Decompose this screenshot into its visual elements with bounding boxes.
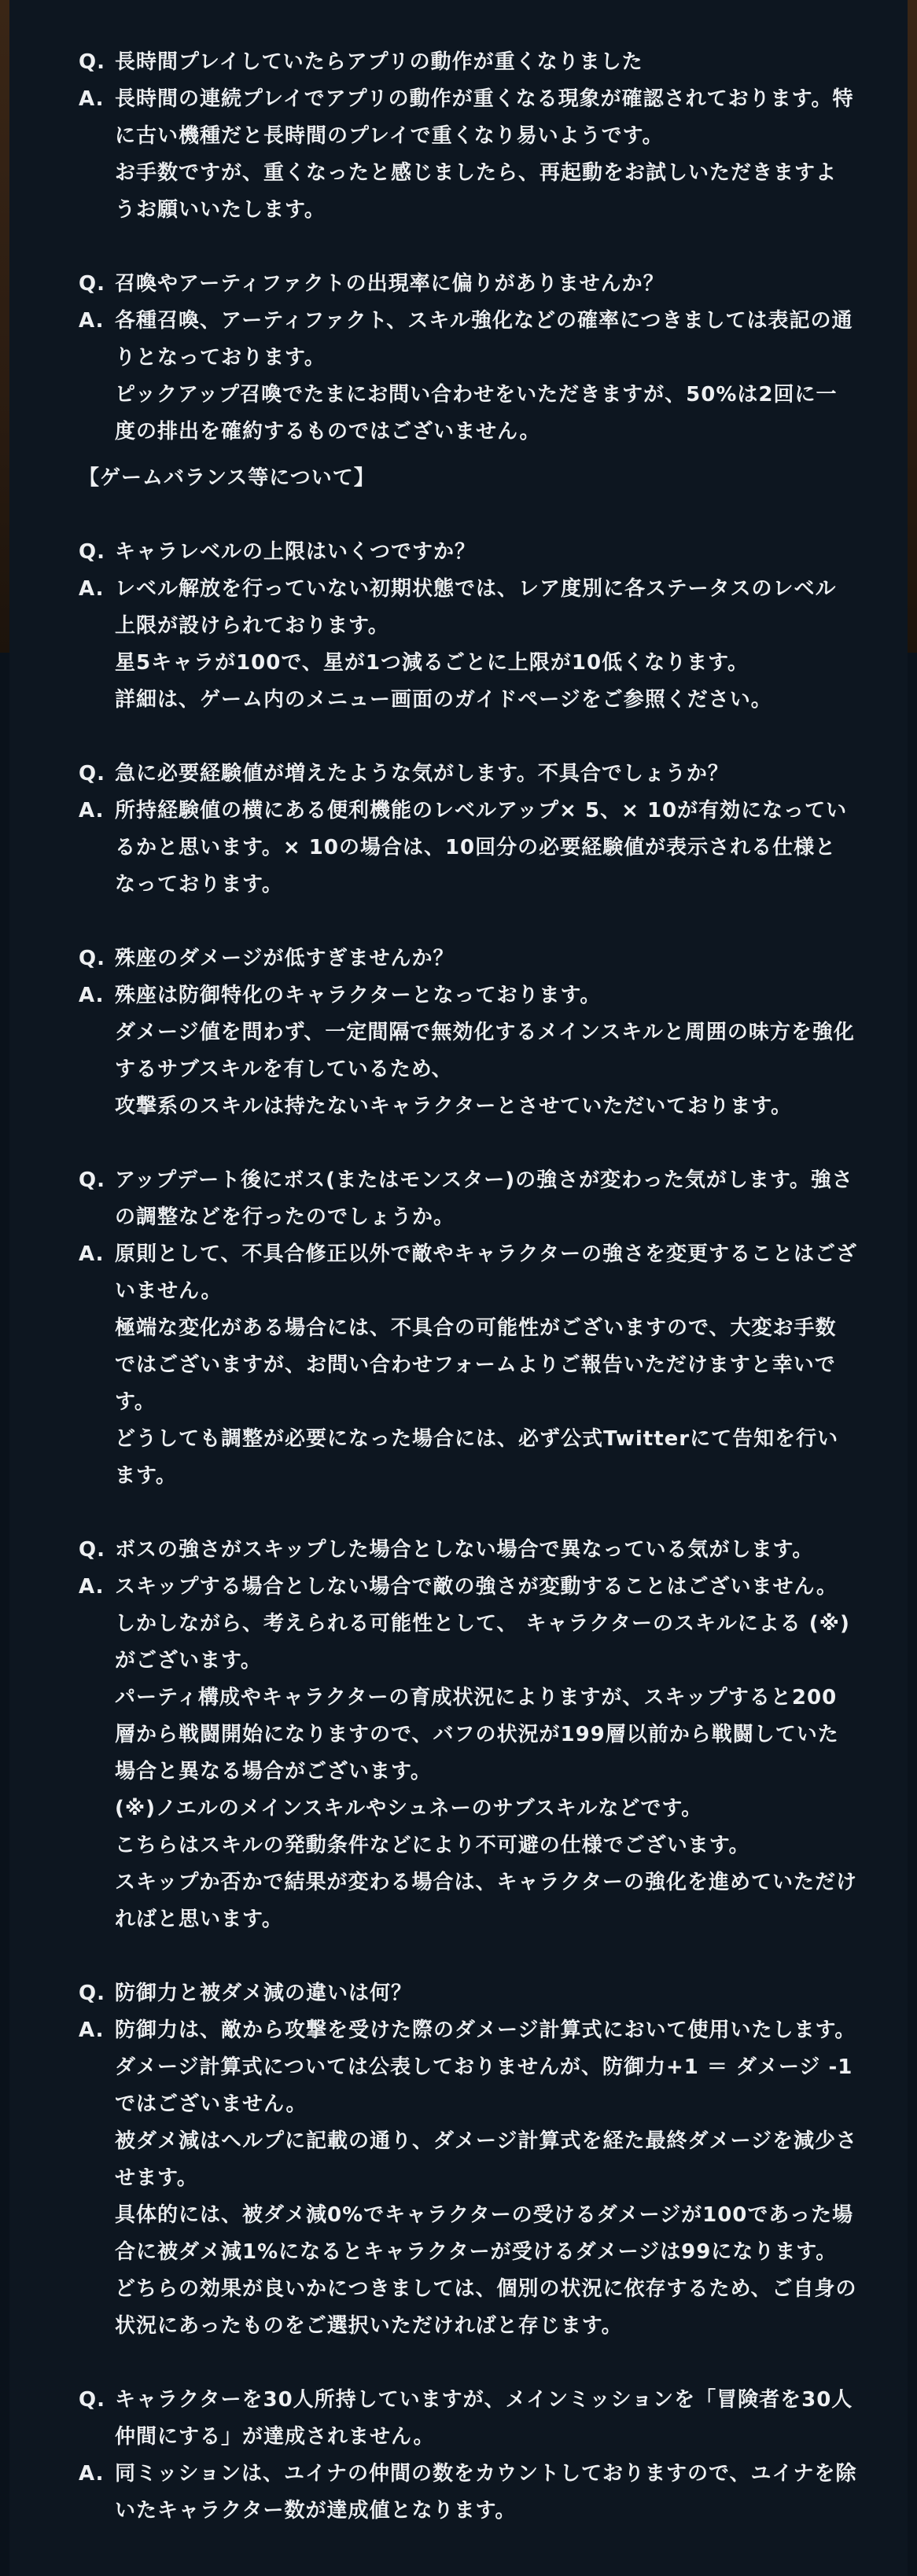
question-text: 殊座のダメージが低すぎませんか？ (115, 947, 455, 970)
answer-paragraph: ピックアップ召喚でたまにお問い合わせをいただきますが、50%は2回に一度の排出を確約するものではございません。 (115, 383, 838, 443)
answer-body (115, 571, 857, 719)
question-text: 防御力と被ダメ減の違いは何？ (115, 1982, 413, 2005)
answer-paragraph: 原則として、不具合修正以外で敵やキャラクターの強さを変更することはございません。 (115, 1242, 857, 1303)
answer-row (79, 793, 857, 903)
answer-mark: A. (79, 799, 105, 822)
answer-row (79, 2012, 857, 2345)
faq-item (79, 940, 857, 1125)
answer-mark: A. (79, 2018, 105, 2042)
faq-item (79, 2382, 857, 2530)
question-row (79, 2382, 857, 2456)
question-row (79, 1975, 857, 2012)
answer-row (79, 977, 857, 1125)
answer-paragraph: ダメージ値を問わず、一定間隔で無効化するメインスキルと周囲の味方を強化するサブスキルを有しているため、 (115, 1021, 855, 1081)
answer-mark: A. (79, 1242, 105, 1266)
answer-mark: A. (79, 87, 105, 111)
answer-body (115, 81, 857, 229)
question-row (79, 940, 857, 977)
faq-item (79, 1975, 857, 2345)
answer-mark: A. (79, 1575, 105, 1599)
faq-panel[interactable] (9, 0, 908, 2576)
answer-paragraph: 長時間の連続プレイでアプリの動作が重くなる現象が確認されております。特に古い機種だと長時間のプレイで重くなり易いようです。 (115, 87, 854, 148)
answer-paragraph: どうしても調整が必要になった場合には、必ず公式Twitterにて告知を行います。 (115, 1427, 839, 1488)
answer-paragraph: スキップする場合としない場合で敵の強さが変動することはございません。しかしながら、考えられる可能性として、 キャラクターのスキルによる (※)がございます。 (115, 1575, 850, 1673)
answer-body (115, 1569, 857, 1938)
answer-body (115, 793, 857, 903)
question-row (79, 266, 857, 303)
answer-paragraph: 詳細は、ゲーム内のメニュー画面のガイドページをご参照ください。 (115, 688, 772, 712)
answer-body (115, 1236, 857, 1495)
answer-paragraph: 同ミッションは、ユイナの仲間の数をカウントしておりますので、ユイナを除いたキャラクター数が達成値となります。 (115, 2462, 857, 2523)
answer-paragraph: (※)ノエルのメインスキルやシュネーのサブスキルなどです。 (115, 1797, 703, 1820)
question-mark: Q. (79, 1982, 105, 2005)
question-mark: Q. (79, 272, 105, 296)
question-text: キャラレベルの上限はいくつですか？ (115, 540, 477, 564)
faq-content (79, 44, 857, 2567)
question-mark: Q. (79, 2388, 105, 2412)
answer-row (79, 1569, 857, 1938)
answer-row (79, 81, 857, 229)
question-text: アップデート後にボス(またはモンスター)の強さが変わった気がします。強さの調整などを行ったのでしょうか。 (115, 1168, 853, 1229)
faq-item (79, 1532, 857, 1938)
question-text: 急に必要経験値が増えたような気がします。不具合でしょうか？ (115, 762, 729, 786)
answer-body (115, 303, 857, 451)
answer-row (79, 303, 857, 451)
question-text: 召喚やアーティファクトの出現率に偏りがありませんか？ (115, 272, 665, 296)
answer-paragraph: 具体的には、被ダメ減0%でキャラクターの受けるダメージが100であった場合に被ダメ減1%になるとキャラクターが受けるダメージは99になります。 (115, 2203, 854, 2264)
question-text: キャラクターを30人所持していますが、メインミッションを「冒険者を30人仲間にする」が達成されません。 (115, 2388, 853, 2449)
answer-paragraph: 防御力は、敵から攻撃を受けた際のダメージ計算式において使用いたします。ダメージ計算式については公表しておりませんが、防御力+1 ＝ ダメージ -1 ではございません。 (115, 2018, 856, 2116)
answer-paragraph: 星5キャラが100で、星が1つ減るごとに上限が10低くなります。 (115, 651, 749, 675)
answer-paragraph: こちらはスキルの発動条件などにより不可避の仕様でございます。 (115, 1834, 750, 1857)
answer-paragraph: 各種召喚、アーティファクト、スキル強化などの確率につきましては表記の通りとなっております。 (115, 309, 853, 370)
answer-paragraph: 極端な変化がある場合には、不具合の可能性がございますので、大変お手数ではございますが、お問い合わせフォームよりご報告いただけますと幸いです。 (115, 1316, 837, 1414)
question-text: 長時間プレイしていたらアプリの動作が重くなりました (115, 50, 643, 74)
answer-mark: A. (79, 577, 105, 601)
section-heading: 【ゲームバランス等について】 (79, 466, 375, 490)
question-row (79, 44, 857, 81)
answer-body (115, 2456, 857, 2530)
question-row (79, 534, 857, 571)
answer-body (115, 977, 857, 1125)
faq-item (79, 1162, 857, 1495)
answer-paragraph: 被ダメ減はヘルプに記載の通り、ダメージ計算式を経た最終ダメージを減少させます。 (115, 2129, 857, 2190)
question-mark: Q. (79, 1168, 105, 1192)
answer-paragraph: 所持経験値の横にある便利機能のレベルアップ× 5、× 10が有効になっているかと思います。× 10の場合は、10回分の必要経験値が表示される仕様となっております。 (115, 799, 848, 896)
answer-mark: A. (79, 2462, 105, 2486)
answer-body (115, 2012, 857, 2345)
faq-item (79, 44, 857, 229)
question-mark: Q. (79, 1538, 105, 1562)
answer-paragraph: レベル解放を行っていない初期状態では、レア度別に各ステータスのレベル上限が設けられております。 (115, 577, 837, 638)
answer-mark: A. (79, 984, 105, 1007)
answer-row (79, 571, 857, 719)
faq-item (79, 534, 857, 719)
question-mark: Q. (79, 50, 105, 74)
faq-item (79, 266, 857, 451)
answer-paragraph: スキップか否かで結果が変わる場合は、キャラクターの強化を進めていただければと思います。 (115, 1871, 857, 1931)
answer-mark: A. (79, 309, 105, 333)
question-row (79, 1532, 857, 1569)
question-row (79, 756, 857, 793)
answer-row (79, 2456, 857, 2530)
answer-paragraph: パーティ構成やキャラクターの育成状況によりますが、スキップすると200層から戦闘開始になりますので、バフの状況が199層以前から戦闘していた場合と異なる場合がございます。 (115, 1686, 839, 1783)
right-frame-edge (908, 0, 917, 653)
question-mark: Q. (79, 540, 105, 564)
answer-paragraph: 攻撃系のスキルは持たないキャラクターとさせていただいております。 (115, 1095, 793, 1118)
question-mark: Q. (79, 947, 105, 970)
answer-paragraph: お手数ですが、重くなったと感じましたら、再起動をお試しいただきますようお願いいたします。 (115, 161, 838, 222)
left-frame-edge (0, 0, 9, 653)
faq-item (79, 756, 857, 903)
answer-paragraph: どちらの効果が良いかにつきましては、個別の状況に依存するため、ご自身の状況にあったものをご選択いただければと存じます。 (115, 2277, 857, 2338)
question-text: ボスの強さがスキップした場合としない場合で異なっている気がします。 (115, 1538, 814, 1562)
question-mark: Q. (79, 762, 105, 786)
answer-row (79, 1236, 857, 1495)
question-row (79, 1162, 857, 1236)
answer-paragraph: 殊座は防御特化のキャラクターとなっております。 (115, 984, 602, 1007)
